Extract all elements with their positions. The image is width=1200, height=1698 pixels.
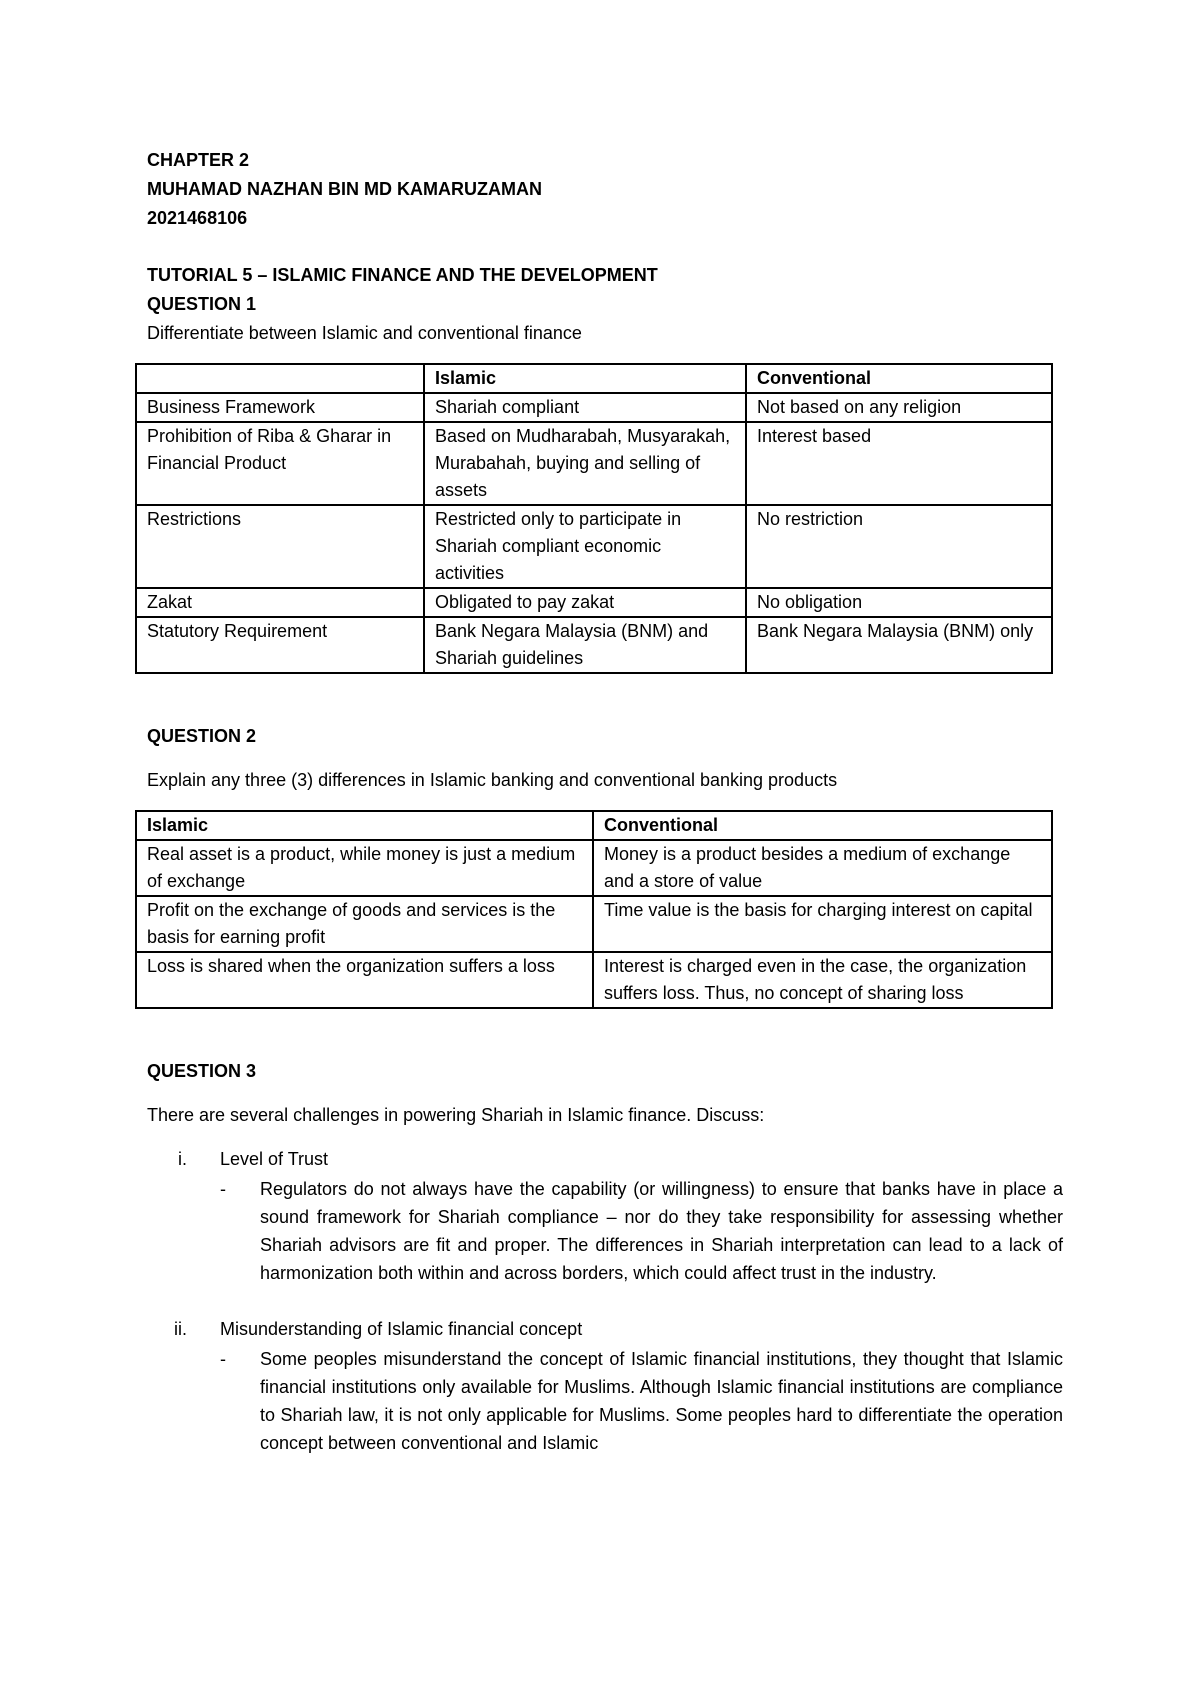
question-2-table: [135, 810, 1053, 1009]
student-name: MUHAMAD NAZHAN BIN MD KAMARUZAMAN: [147, 179, 542, 199]
table-cell: Business Framework: [136, 393, 424, 422]
table-cell: Money is a product besides a medium of exchange and a store of value: [593, 840, 1052, 896]
table-header-cell: [136, 364, 424, 393]
table-row: [136, 840, 1052, 896]
table-cell: No restriction: [746, 505, 1052, 588]
table-cell: Based on Mudharabah, Musyarakah, Murabahah, buying and selling of assets: [424, 422, 746, 505]
dash-bullet: -: [220, 1349, 226, 1369]
table-cell: Real asset is a product, while money is just a medium of exchange: [136, 840, 593, 896]
question-2-title: QUESTION 2: [147, 726, 257, 746]
table-cell: Zakat: [136, 588, 424, 617]
list-item-detail: [220, 1345, 1063, 1457]
table-cell: Prohibition of Riba & Gharar in Financial Product: [136, 422, 424, 505]
table-header-cell: Islamic: [136, 811, 593, 840]
list-item-text: Regulators do not always have the capability (or willingness) to ensure that banks have in place a sound framework for Shariah compliance – nor do they take responsibility for assessing whether Shariah advisors are fit and proper. The differences in Shariah interpretation can lead to a lack of harmonization both within and across borders, which could affect trust in the industry.: [260, 1179, 1063, 1283]
table-cell: Obligated to pay zakat: [424, 588, 746, 617]
list-item: [147, 1145, 1063, 1287]
table-cell: Loss is shared when the organization suffers a loss: [136, 952, 593, 1008]
table-header-cell: Conventional: [746, 364, 1052, 393]
list-item-detail: [220, 1175, 1063, 1287]
table-cell: No obligation: [746, 588, 1052, 617]
list-item-text: Some peoples misunderstand the concept of Islamic financial institutions, they thought that Islamic financial institutions only available for Muslims. Although Islamic financial institutions are compliance to Shariah law, it is not only applicable for Muslims. Some peoples hard to differentiate the operation concept between conventional and Islamic: [260, 1349, 1063, 1453]
question-1-prompt: Differentiate between Islamic and conventional finance: [147, 323, 582, 343]
student-id: 2021468106: [147, 208, 248, 228]
document-content: [147, 146, 1063, 1485]
question-1-title: QUESTION 1: [147, 294, 257, 314]
table-cell: Not based on any religion: [746, 393, 1052, 422]
table-cell: Interest based: [746, 422, 1052, 505]
table-header-row: [136, 364, 1052, 393]
list-numeral: i.: [178, 1149, 187, 1169]
question-2-prompt: Explain any three (3) differences in Islamic banking and conventional banking products: [147, 770, 838, 790]
table-cell: Restricted only to participate in Shariah compliant economic activities: [424, 505, 746, 588]
dash-bullet: -: [220, 1179, 226, 1199]
question-3-title: QUESTION 3: [147, 1061, 257, 1081]
table-row: [136, 588, 1052, 617]
list-item-heading: Misunderstanding of Islamic financial concept: [220, 1319, 583, 1339]
table-row: [136, 393, 1052, 422]
list-item: [147, 1315, 1063, 1457]
tutorial-title: TUTORIAL 5 – ISLAMIC FINANCE AND THE DEVELOPMENT: [147, 265, 658, 285]
table-cell: Profit on the exchange of goods and services is the basis for earning profit: [136, 896, 593, 952]
question-1-table: [135, 363, 1053, 674]
table-row: [136, 505, 1052, 588]
table-row: [136, 617, 1052, 673]
table-cell: Bank Negara Malaysia (BNM) and Shariah guidelines: [424, 617, 746, 673]
chapter-heading: CHAPTER 2: [147, 150, 250, 170]
table-row: [136, 896, 1052, 952]
table-cell: Shariah compliant: [424, 393, 746, 422]
question-3-prompt: There are several challenges in powering Shariah in Islamic finance. Discuss:: [147, 1105, 765, 1125]
table-header-row: [136, 811, 1052, 840]
table-cell: Interest is charged even in the case, the organization suffers loss. Thus, no concept of sharing loss: [593, 952, 1052, 1008]
list-numeral: ii.: [174, 1319, 187, 1339]
table-cell: Bank Negara Malaysia (BNM) only: [746, 617, 1052, 673]
list-item-heading: Level of Trust: [220, 1149, 329, 1169]
table-row: [136, 422, 1052, 505]
table-cell: Statutory Requirement: [136, 617, 424, 673]
table-cell: Time value is the basis for charging interest on capital: [593, 896, 1052, 952]
table-header-cell: Conventional: [593, 811, 1052, 840]
challenges-list: [147, 1145, 1063, 1457]
table-row: [136, 952, 1052, 1008]
table-cell: Restrictions: [136, 505, 424, 588]
table-header-cell: Islamic: [424, 364, 746, 393]
